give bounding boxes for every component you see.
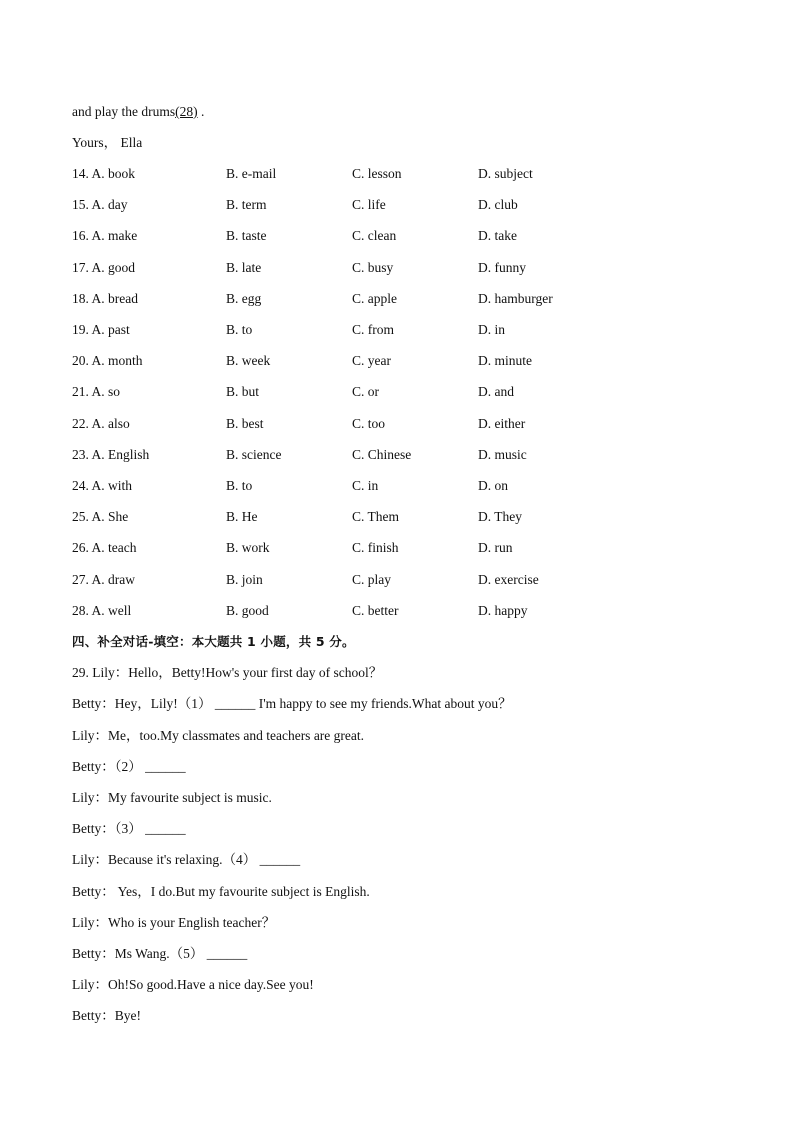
dialogue-line: Lily：Who is your English teacher？: [72, 915, 276, 930]
option-c: C. play: [352, 572, 391, 587]
option-a: 17. A. good: [72, 260, 136, 275]
option-c: C. in: [352, 478, 379, 493]
blank-ref-28: (28): [175, 104, 198, 119]
option-d: D. in: [478, 322, 505, 337]
dialogue-line: Betty： Yes，I do.But my favourite subject is English.: [72, 884, 370, 899]
option-b: B. term: [226, 197, 267, 212]
option-d: D. on: [478, 478, 508, 493]
option-c: C. or: [352, 384, 379, 399]
option-a: 23. A. English: [72, 447, 150, 462]
option-c: C. life: [352, 197, 386, 212]
option-a: 27. A. draw: [72, 572, 135, 587]
dialogue-line: Betty：Bye!: [72, 1008, 141, 1023]
option-d: D. minute: [478, 353, 532, 368]
option-b: B. e-mail: [226, 166, 277, 181]
option-c: C. clean: [352, 228, 397, 243]
option-b: B. He: [226, 509, 258, 524]
option-d: D. music: [478, 447, 527, 462]
option-a: 24. A. with: [72, 478, 133, 493]
option-d: D. run: [478, 540, 513, 555]
option-a: 25. A. She: [72, 509, 129, 524]
option-d: D. either: [478, 416, 526, 431]
option-a: 20. A. month: [72, 353, 143, 368]
dialogue-line: Lily：My favourite subject is music.: [72, 790, 272, 805]
option-b: B. to: [226, 478, 253, 493]
option-b: B. work: [226, 540, 270, 555]
option-a: 26. A. teach: [72, 540, 137, 555]
option-c: C. too: [352, 416, 386, 431]
option-b: B. egg: [226, 291, 262, 306]
letter-closing-end: .: [197, 104, 205, 119]
option-b: B. science: [226, 447, 282, 462]
dialogue-line: 29. Lily：Hello，Betty!How's your first day of school？: [72, 665, 383, 680]
option-d: D. exercise: [478, 572, 539, 587]
option-d: D. take: [478, 228, 517, 243]
dialogue-line: Betty：Ms Wang.（5） ______: [72, 946, 248, 961]
letter-closing-text: and play the drums: [72, 104, 176, 119]
option-b: B. join: [226, 572, 263, 587]
option-a: 28. A. well: [72, 603, 132, 618]
dialogue-line: Lily：Because it's relaxing.（4） ______: [72, 852, 301, 867]
option-d: D. funny: [478, 260, 526, 275]
option-c: C. apple: [352, 291, 397, 306]
option-b: B. but: [226, 384, 260, 399]
option-d: D. subject: [478, 166, 533, 181]
option-a: 14. A. book: [72, 166, 136, 181]
letter-closing-line: [72, 104, 204, 120]
option-a: 15. A. day: [72, 197, 128, 212]
option-b: B. best: [226, 416, 264, 431]
option-d: D. club: [478, 197, 518, 212]
option-c: C. from: [352, 322, 394, 337]
option-d: D. and: [478, 384, 514, 399]
option-b: B. good: [226, 603, 269, 618]
dialogue-line: Betty：（3） ______: [72, 821, 186, 836]
option-b: B. week: [226, 353, 271, 368]
option-a: 16. A. make: [72, 228, 138, 243]
option-c: C. busy: [352, 260, 394, 275]
option-d: D. hamburger: [478, 291, 553, 306]
option-a: 21. A. so: [72, 384, 121, 399]
option-b: B. to: [226, 322, 253, 337]
letter-signoff: Yours， Ella: [72, 135, 143, 150]
option-c: C. better: [352, 603, 399, 618]
option-c: C. Them: [352, 509, 399, 524]
option-c: C. finish: [352, 540, 399, 555]
option-c: C. lesson: [352, 166, 402, 181]
option-d: D. They: [478, 509, 522, 524]
dialogue-line: Lily：Oh!So good.Have a nice day.See you!: [72, 977, 314, 992]
option-c: C. Chinese: [352, 447, 412, 462]
option-a: 18. A. bread: [72, 291, 138, 306]
section-4-heading: 四、补全对话-填空：本大题共 1 小题，共 5 分。: [72, 634, 355, 649]
dialogue-line: Betty：（2） ______: [72, 759, 186, 774]
dialogue-line: Lily：Me，too.My classmates and teachers are great.: [72, 728, 365, 743]
option-a: 19. A. past: [72, 322, 130, 337]
option-a: 22. A. also: [72, 416, 130, 431]
option-b: B. late: [226, 260, 262, 275]
option-d: D. happy: [478, 603, 528, 618]
dialogue-line: Betty：Hey，Lily!（1） ______ I'm happy to see my friends.What about you？: [72, 696, 512, 711]
option-b: B. taste: [226, 228, 267, 243]
option-c: C. year: [352, 353, 391, 368]
